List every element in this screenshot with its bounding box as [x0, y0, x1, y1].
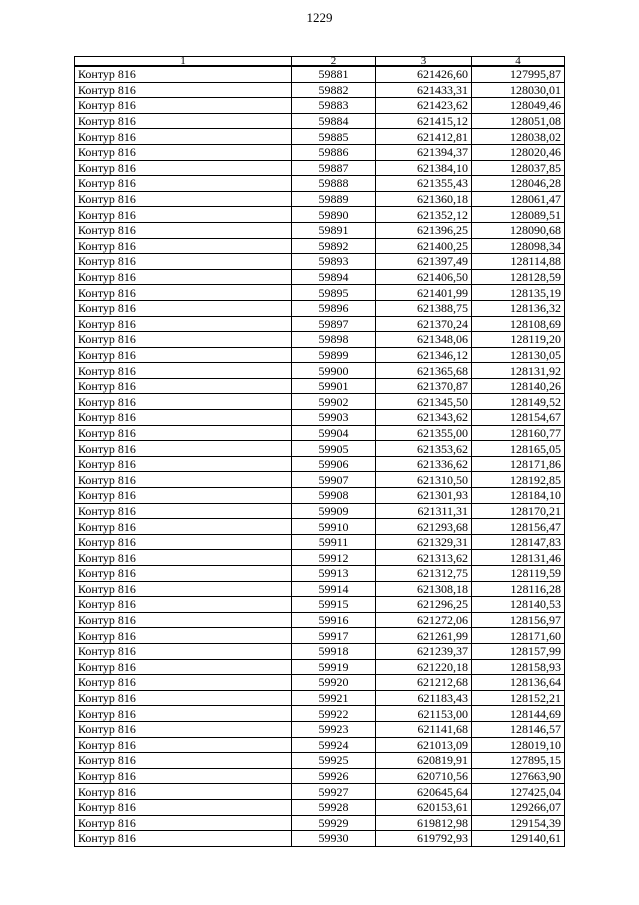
table-row	[75, 300, 565, 316]
point-number-cell: 59915	[292, 597, 376, 613]
y-coordinate-cell: 128154,67	[472, 410, 565, 426]
y-coordinate-cell: 129140,61	[472, 831, 565, 847]
point-number-cell: 59907	[292, 472, 376, 488]
table-row	[75, 488, 565, 504]
contour-name-cell: Контур 816	[75, 363, 292, 379]
table-header	[75, 57, 565, 67]
contour-name-cell: Контур 816	[75, 144, 292, 160]
table-row	[75, 628, 565, 644]
table-row	[75, 566, 565, 582]
y-coordinate-cell: 128135,19	[472, 285, 565, 301]
table-row	[75, 269, 565, 285]
contour-name-cell: Контур 816	[75, 519, 292, 535]
x-coordinate-cell: 620153,61	[376, 799, 472, 815]
table-row	[75, 768, 565, 784]
y-coordinate-cell: 129154,39	[472, 815, 565, 831]
y-coordinate-cell: 128192,85	[472, 472, 565, 488]
contour-name-cell: Контур 816	[75, 207, 292, 223]
point-number-cell: 59904	[292, 425, 376, 441]
contour-name-cell: Контур 816	[75, 768, 292, 784]
x-coordinate-cell: 619792,93	[376, 831, 472, 847]
table-row	[75, 519, 565, 535]
point-number-cell: 59921	[292, 690, 376, 706]
x-coordinate-cell: 621353,62	[376, 441, 472, 457]
contour-name-cell: Контур 816	[75, 799, 292, 815]
contour-name-cell: Контур 816	[75, 66, 292, 82]
contour-name-cell: Контур 816	[75, 222, 292, 238]
contour-name-cell: Контур 816	[75, 472, 292, 488]
y-coordinate-cell: 128119,59	[472, 566, 565, 582]
table-row	[75, 332, 565, 348]
y-coordinate-cell: 128046,28	[472, 176, 565, 192]
y-coordinate-cell: 128128,59	[472, 269, 565, 285]
point-number-cell: 59908	[292, 488, 376, 504]
x-coordinate-cell: 621308,18	[376, 581, 472, 597]
table-row	[75, 363, 565, 379]
contour-name-cell: Контур 816	[75, 612, 292, 628]
table-row	[75, 472, 565, 488]
header-cell-3: 3	[376, 57, 472, 67]
contour-name-cell: Контур 816	[75, 815, 292, 831]
contour-name-cell: Контур 816	[75, 269, 292, 285]
table-row	[75, 316, 565, 332]
y-coordinate-cell: 127995,87	[472, 66, 565, 82]
table-row	[75, 191, 565, 207]
point-number-cell: 59881	[292, 66, 376, 82]
point-number-cell: 59909	[292, 503, 376, 519]
table-row	[75, 176, 565, 192]
point-number-cell: 59897	[292, 316, 376, 332]
header-cell-1: 1	[75, 57, 292, 67]
contour-name-cell: Контур 816	[75, 737, 292, 753]
y-coordinate-cell: 128051,08	[472, 113, 565, 129]
table-row	[75, 534, 565, 550]
point-number-cell: 59912	[292, 550, 376, 566]
point-number-cell: 59928	[292, 799, 376, 815]
table-row	[75, 113, 565, 129]
y-coordinate-cell: 127425,04	[472, 784, 565, 800]
x-coordinate-cell: 621183,43	[376, 690, 472, 706]
y-coordinate-cell: 128049,46	[472, 98, 565, 114]
point-number-cell: 59899	[292, 347, 376, 363]
point-number-cell: 59895	[292, 285, 376, 301]
x-coordinate-cell: 621272,06	[376, 612, 472, 628]
table-row	[75, 799, 565, 815]
point-number-cell: 59910	[292, 519, 376, 535]
table-row	[75, 82, 565, 98]
contour-name-cell: Контур 816	[75, 191, 292, 207]
table-row	[75, 238, 565, 254]
contour-name-cell: Контур 816	[75, 254, 292, 270]
table-row	[75, 441, 565, 457]
point-number-cell: 59913	[292, 566, 376, 582]
contour-name-cell: Контур 816	[75, 300, 292, 316]
point-number-cell: 59885	[292, 129, 376, 145]
table-row	[75, 378, 565, 394]
x-coordinate-cell: 621400,25	[376, 238, 472, 254]
header-cell-2: 2	[292, 57, 376, 67]
y-coordinate-cell: 128140,26	[472, 378, 565, 394]
point-number-cell: 59894	[292, 269, 376, 285]
y-coordinate-cell: 128090,68	[472, 222, 565, 238]
point-number-cell: 59896	[292, 300, 376, 316]
point-number-cell: 59919	[292, 659, 376, 675]
x-coordinate-cell: 620645,64	[376, 784, 472, 800]
x-coordinate-cell: 621336,62	[376, 456, 472, 472]
x-coordinate-cell: 621013,09	[376, 737, 472, 753]
y-coordinate-cell: 128020,46	[472, 144, 565, 160]
table-row	[75, 706, 565, 722]
x-coordinate-cell: 621384,10	[376, 160, 472, 176]
x-coordinate-cell: 621346,12	[376, 347, 472, 363]
point-number-cell: 59902	[292, 394, 376, 410]
table-row	[75, 721, 565, 737]
contour-name-cell: Контур 816	[75, 332, 292, 348]
point-number-cell: 59901	[292, 378, 376, 394]
point-number-cell: 59929	[292, 815, 376, 831]
x-coordinate-cell: 621348,06	[376, 332, 472, 348]
table-row	[75, 222, 565, 238]
y-coordinate-cell: 128131,46	[472, 550, 565, 566]
table-row	[75, 285, 565, 301]
contour-name-cell: Контур 816	[75, 425, 292, 441]
x-coordinate-cell: 621329,31	[376, 534, 472, 550]
x-coordinate-cell: 621401,99	[376, 285, 472, 301]
point-number-cell: 59883	[292, 98, 376, 114]
x-coordinate-cell: 621343,62	[376, 410, 472, 426]
y-coordinate-cell: 128144,69	[472, 706, 565, 722]
y-coordinate-cell: 128171,86	[472, 456, 565, 472]
table-row	[75, 129, 565, 145]
y-coordinate-cell: 128131,92	[472, 363, 565, 379]
table-row	[75, 815, 565, 831]
x-coordinate-cell: 620710,56	[376, 768, 472, 784]
x-coordinate-cell: 621423,62	[376, 98, 472, 114]
x-coordinate-cell: 621293,68	[376, 519, 472, 535]
table-row	[75, 503, 565, 519]
x-coordinate-cell: 621397,49	[376, 254, 472, 270]
x-coordinate-cell: 621426,60	[376, 66, 472, 82]
y-coordinate-cell: 128098,34	[472, 238, 565, 254]
x-coordinate-cell: 621301,93	[376, 488, 472, 504]
x-coordinate-cell: 621296,25	[376, 597, 472, 613]
point-number-cell: 59926	[292, 768, 376, 784]
contour-name-cell: Контур 816	[75, 675, 292, 691]
point-number-cell: 59892	[292, 238, 376, 254]
table-row	[75, 831, 565, 847]
contour-name-cell: Контур 816	[75, 706, 292, 722]
contour-name-cell: Контур 816	[75, 394, 292, 410]
x-coordinate-cell: 621311,31	[376, 503, 472, 519]
point-number-cell: 59898	[292, 332, 376, 348]
table-row	[75, 98, 565, 114]
table-row	[75, 675, 565, 691]
x-coordinate-cell: 619812,98	[376, 815, 472, 831]
y-coordinate-cell: 128114,88	[472, 254, 565, 270]
contour-name-cell: Контур 816	[75, 238, 292, 254]
point-number-cell: 59888	[292, 176, 376, 192]
contour-name-cell: Контур 816	[75, 690, 292, 706]
contour-name-cell: Контур 816	[75, 113, 292, 129]
x-coordinate-cell: 621396,25	[376, 222, 472, 238]
x-coordinate-cell: 621312,75	[376, 566, 472, 582]
contour-name-cell: Контур 816	[75, 581, 292, 597]
x-coordinate-cell: 621355,43	[376, 176, 472, 192]
point-number-cell: 59886	[292, 144, 376, 160]
contour-name-cell: Контур 816	[75, 285, 292, 301]
contour-name-cell: Контур 816	[75, 378, 292, 394]
y-coordinate-cell: 128171,60	[472, 628, 565, 644]
x-coordinate-cell: 621313,62	[376, 550, 472, 566]
y-coordinate-cell: 128160,77	[472, 425, 565, 441]
table-body	[75, 66, 565, 846]
contour-name-cell: Контур 816	[75, 566, 292, 582]
contour-name-cell: Контур 816	[75, 488, 292, 504]
y-coordinate-cell: 128156,97	[472, 612, 565, 628]
y-coordinate-cell: 128136,64	[472, 675, 565, 691]
contour-name-cell: Контур 816	[75, 643, 292, 659]
point-number-cell: 59917	[292, 628, 376, 644]
contour-name-cell: Контур 816	[75, 456, 292, 472]
table-row	[75, 160, 565, 176]
x-coordinate-cell: 621433,31	[376, 82, 472, 98]
y-coordinate-cell: 128061,47	[472, 191, 565, 207]
point-number-cell: 59922	[292, 706, 376, 722]
y-coordinate-cell: 128030,01	[472, 82, 565, 98]
x-coordinate-cell: 621406,50	[376, 269, 472, 285]
table-row	[75, 207, 565, 223]
table-row	[75, 550, 565, 566]
point-number-cell: 59905	[292, 441, 376, 457]
y-coordinate-cell: 128149,52	[472, 394, 565, 410]
point-number-cell: 59925	[292, 753, 376, 769]
contour-name-cell: Контур 816	[75, 550, 292, 566]
contour-name-cell: Контур 816	[75, 347, 292, 363]
point-number-cell: 59920	[292, 675, 376, 691]
table-row	[75, 66, 565, 82]
y-coordinate-cell: 128089,51	[472, 207, 565, 223]
point-number-cell: 59890	[292, 207, 376, 223]
table-row	[75, 347, 565, 363]
x-coordinate-cell: 621370,24	[376, 316, 472, 332]
table-row	[75, 737, 565, 753]
point-number-cell: 59891	[292, 222, 376, 238]
y-coordinate-cell: 128037,85	[472, 160, 565, 176]
x-coordinate-cell: 621360,18	[376, 191, 472, 207]
x-coordinate-cell: 621239,37	[376, 643, 472, 659]
y-coordinate-cell: 128136,32	[472, 300, 565, 316]
x-coordinate-cell: 621310,50	[376, 472, 472, 488]
y-coordinate-cell: 128019,10	[472, 737, 565, 753]
table-row	[75, 784, 565, 800]
y-coordinate-cell: 128152,21	[472, 690, 565, 706]
table-row	[75, 597, 565, 613]
coordinates-table	[74, 56, 565, 847]
point-number-cell: 59916	[292, 612, 376, 628]
table-row	[75, 659, 565, 675]
x-coordinate-cell: 621388,75	[376, 300, 472, 316]
table-row	[75, 410, 565, 426]
x-coordinate-cell: 621220,18	[376, 659, 472, 675]
y-coordinate-cell: 128146,57	[472, 721, 565, 737]
y-coordinate-cell: 127895,15	[472, 753, 565, 769]
contour-name-cell: Контур 816	[75, 831, 292, 847]
y-coordinate-cell: 128108,69	[472, 316, 565, 332]
x-coordinate-cell: 621415,12	[376, 113, 472, 129]
x-coordinate-cell: 621345,50	[376, 394, 472, 410]
point-number-cell: 59882	[292, 82, 376, 98]
y-coordinate-cell: 128147,83	[472, 534, 565, 550]
point-number-cell: 59889	[292, 191, 376, 207]
contour-name-cell: Контур 816	[75, 176, 292, 192]
contour-name-cell: Контур 816	[75, 316, 292, 332]
point-number-cell: 59906	[292, 456, 376, 472]
table-row	[75, 144, 565, 160]
y-coordinate-cell: 128038,02	[472, 129, 565, 145]
y-coordinate-cell: 128140,53	[472, 597, 565, 613]
y-coordinate-cell: 128165,05	[472, 441, 565, 457]
x-coordinate-cell: 620819,91	[376, 753, 472, 769]
contour-name-cell: Контур 816	[75, 721, 292, 737]
table-row	[75, 456, 565, 472]
table-row	[75, 690, 565, 706]
contour-name-cell: Контур 816	[75, 534, 292, 550]
x-coordinate-cell: 621141,68	[376, 721, 472, 737]
point-number-cell: 59903	[292, 410, 376, 426]
contour-name-cell: Контур 816	[75, 441, 292, 457]
point-number-cell: 59887	[292, 160, 376, 176]
x-coordinate-cell: 621412,81	[376, 129, 472, 145]
header-cell-4: 4	[472, 57, 565, 67]
contour-name-cell: Контур 816	[75, 503, 292, 519]
table-row	[75, 643, 565, 659]
y-coordinate-cell: 128156,47	[472, 519, 565, 535]
table-row	[75, 581, 565, 597]
point-number-cell: 59927	[292, 784, 376, 800]
table-row	[75, 425, 565, 441]
contour-name-cell: Контур 816	[75, 82, 292, 98]
contour-name-cell: Контур 816	[75, 410, 292, 426]
contour-name-cell: Контур 816	[75, 753, 292, 769]
x-coordinate-cell: 621212,68	[376, 675, 472, 691]
y-coordinate-cell: 128119,20	[472, 332, 565, 348]
point-number-cell: 59893	[292, 254, 376, 270]
contour-name-cell: Контур 816	[75, 628, 292, 644]
contour-name-cell: Контур 816	[75, 98, 292, 114]
x-coordinate-cell: 621365,68	[376, 363, 472, 379]
point-number-cell: 59914	[292, 581, 376, 597]
y-coordinate-cell: 128158,93	[472, 659, 565, 675]
point-number-cell: 59930	[292, 831, 376, 847]
point-number-cell: 59924	[292, 737, 376, 753]
point-number-cell: 59911	[292, 534, 376, 550]
x-coordinate-cell: 621352,12	[376, 207, 472, 223]
table-row	[75, 394, 565, 410]
x-coordinate-cell: 621153,00	[376, 706, 472, 722]
y-coordinate-cell: 127663,90	[472, 768, 565, 784]
x-coordinate-cell: 621394,37	[376, 144, 472, 160]
point-number-cell: 59884	[292, 113, 376, 129]
contour-name-cell: Контур 816	[75, 784, 292, 800]
contour-name-cell: Контур 816	[75, 597, 292, 613]
point-number-cell: 59900	[292, 363, 376, 379]
y-coordinate-cell: 128130,05	[472, 347, 565, 363]
header-row	[75, 57, 565, 67]
point-number-cell: 59918	[292, 643, 376, 659]
contour-name-cell: Контур 816	[75, 129, 292, 145]
y-coordinate-cell: 128184,10	[472, 488, 565, 504]
contour-name-cell: Контур 816	[75, 659, 292, 675]
table-row	[75, 254, 565, 270]
contour-name-cell: Контур 816	[75, 160, 292, 176]
x-coordinate-cell: 621355,00	[376, 425, 472, 441]
page-number: 1229	[306, 10, 333, 25]
y-coordinate-cell: 128170,21	[472, 503, 565, 519]
point-number-cell: 59923	[292, 721, 376, 737]
x-coordinate-cell: 621370,87	[376, 378, 472, 394]
x-coordinate-cell: 621261,99	[376, 628, 472, 644]
y-coordinate-cell: 128157,99	[472, 643, 565, 659]
table-row	[75, 753, 565, 769]
y-coordinate-cell: 129266,07	[472, 799, 565, 815]
y-coordinate-cell: 128116,28	[472, 581, 565, 597]
table-row	[75, 612, 565, 628]
